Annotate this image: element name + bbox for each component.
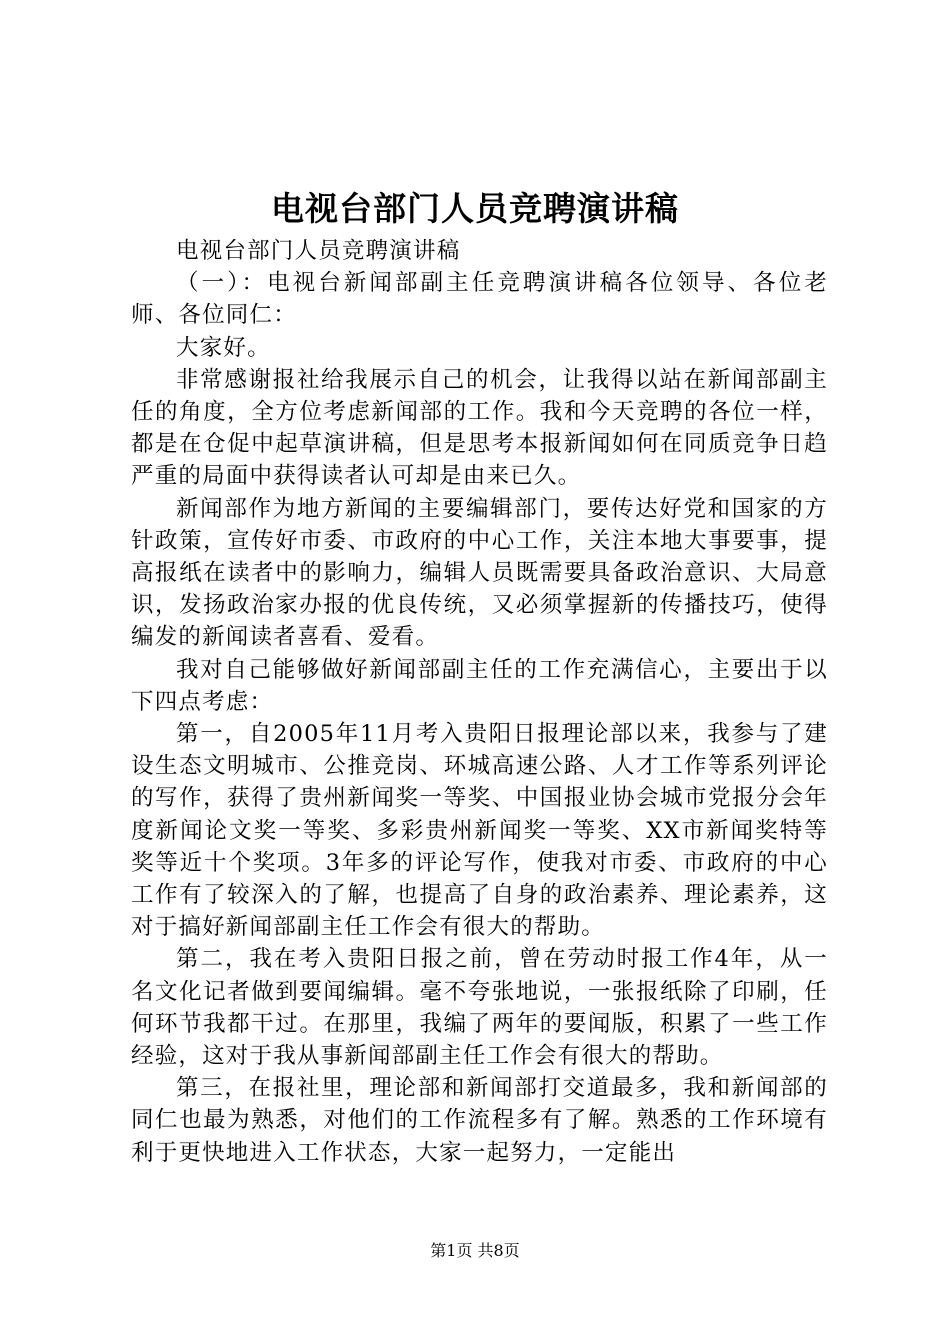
paragraph: 第三，在报社里，理论部和新闻部打交道最多，我和新闻部的同仁也最为熟悉，对他们的工作流程多有了解。熟悉的工作环境有利于更快地进入工作状态，大家一起努力，一定能出 — [131, 1075, 828, 1166]
paragraph: 大家好。 — [176, 334, 271, 361]
document-title: 电视台部门人员竞聘演讲稿 — [271, 189, 679, 228]
paragraph: 新闻部作为地方新闻的主要编辑部门，要传达好党和国家的方针政策，宣传好市委、市政府的中心工作，关注本地大事要事，提高报纸在读者中的影响力，编辑人员既需要具备政治意识、大局意识，发扬政治家办报的优良传统，又必须掌握新的传播技巧，使得编发的新闻读者喜看、爱看。 — [131, 495, 828, 651]
paragraph: 第二，我在考入贵阳日报之前，曾在劳动时报工作4年，从一名文化记者做到要闻编辑。毫不夸张地说，一张报纸除了印刷，任何环节我都干过。在那里，我编了两年的要闻版，积累了一些工作经验，这对于我从事新闻部副主任工作会有很大的帮助。 — [131, 946, 828, 1070]
page-number: 第1页 共8页 — [430, 1241, 520, 1260]
paragraph: （一）：电视台新闻部副主任竞聘演讲稿各位领导、各位老师、各位同仁： — [131, 270, 828, 329]
paragraph: 非常感谢报社给我展示自己的机会，让我得以站在新闻部副主任的角度，全方位考虑新闻部的工作。我和今天竞聘的各位一样，都是在仓促中起草演讲稿，但是思考本报新闻如何在同质竞争日趋严重的局面中获得读者认可却是由来已久。 — [131, 366, 828, 490]
paragraph: 电视台部门人员竞聘演讲稿 — [176, 238, 461, 264]
paragraph: 我对自己能够做好新闻部副主任的工作充满信心，主要出于以下四点考虑： — [131, 656, 828, 715]
paragraph: 第一，自2005年11月考入贵阳日报理论部以来，我参与了建设生态文明城市、公推竞岗、环城高速公路、人才工作等系列评论的写作，获得了贵州新闻奖一等奖、中国报业协会城市党报分会年度新闻论文奖一等奖、多彩贵州新闻奖一等奖、XX市新闻奖特等奖等近十个奖项。3年多的评论写作，使我对市委、市政府的中心工作有了较深入的了解，也提高了自身的政治素养、理论素养，这对于搞好新闻部副主任工作会有很大的帮助。 — [131, 721, 828, 941]
document-body — [131, 235, 828, 1169]
